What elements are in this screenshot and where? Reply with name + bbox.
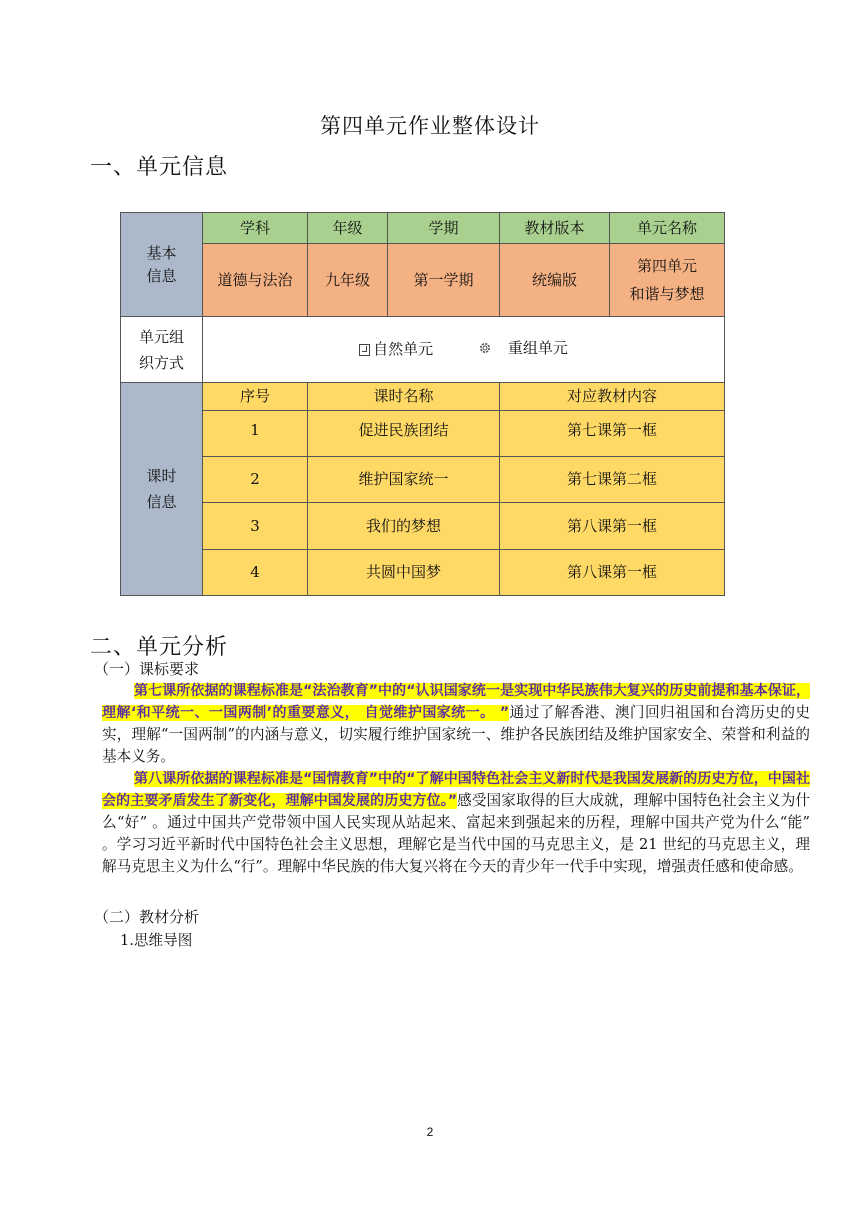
header-textbook-version: 教材版本 [500,213,610,244]
page-number: 2 [426,1125,434,1139]
gear-icon [478,341,492,355]
lesson-info-label: 课时 信息 [121,383,203,596]
lesson-number: 1 [203,411,308,457]
value-semester: 第一学期 [388,244,500,317]
org-method-options [203,317,725,383]
text-lesson8-rest: 感受国家取得的巨大成就，理解中国特色社会主义为什么“好” 。通过中国共产党带领中国人民实现从站起来、富起来到强起来的历程，理解中国共产党为什么“能” 。学习习近平新时代中国特色社会主义思想，理解它是当代中国的马克思主义，是 21 世纪的马克思主义，理解马克思主义为什么“行”。理解中华民族的伟大复兴将在今天的青少年一代手中实现，增强责任感和使命感。 [102,792,810,875]
header-subject: 学科 [203,213,308,244]
header-grade: 年级 [308,213,388,244]
paragraph-lesson7-standard [102,680,810,768]
table-row [121,550,725,596]
subheading-curriculum-standard: （一）课标要求 [94,660,200,678]
lesson-content: 第八课第一框 [500,550,725,596]
subheading-textbook-analysis: （二）教材分析 [94,908,200,926]
basic-info-label: 基本 信息 [121,213,203,317]
value-subject: 道德与法治 [203,244,308,317]
document-title: 第四单元作业整体设计 [320,114,540,138]
option-regrouped-unit[interactable] [478,337,568,360]
lesson-header-number: 序号 [203,383,308,411]
lesson-name: 我们的梦想 [308,503,500,550]
lesson-name: 维护国家统一 [308,457,500,503]
lesson-name: 共圆中国梦 [308,550,500,596]
option-regrouped-unit-label: 重组单元 [507,338,568,357]
option-natural-unit[interactable] [359,338,433,361]
lesson-name: 促进民族团结 [308,411,500,457]
lesson-number: 2 [203,457,308,503]
lesson-number: 4 [203,550,308,596]
value-textbook-version: 统编版 [500,244,610,317]
header-semester: 学期 [388,213,500,244]
item-mind-map: 1.思维导图 [120,932,193,949]
lesson-content: 第七课第二框 [500,457,725,503]
lesson-number: 3 [203,503,308,550]
header-unit-name: 单元名称 [610,213,725,244]
section-heading-unit-analysis: 二、单元分析 [90,635,229,660]
option-natural-unit-label: 自然单元 [373,339,434,358]
table-row [121,457,725,503]
section-heading-unit-info: 一、单元信息 [90,155,229,180]
checked-box-icon [359,344,370,356]
table-row [121,503,725,550]
org-method-label: 单元组 织方式 [121,317,203,383]
lesson-content: 第八课第一框 [500,503,725,550]
value-grade: 九年级 [308,244,388,317]
value-unit-name: 第四单元 和谐与梦想 [610,244,725,317]
unit-info-table [120,212,725,596]
highlight-lesson8: 第八课所依据的课程标准是“国情教育”中的“了解中国特色社会主义新时代是我国发展新的历史方位，中国社会的主要矛盾发生了新变化，理解中国发展的历史方位。” [102,771,810,809]
lesson-content: 第七课第一框 [500,411,725,457]
highlight-lesson7: 第七课所依据的课程标准是“法治教育”中的“认识国家统一是实现中华民族伟大复兴的历史前提和基本保证，理解‘和平统一、一国两制’的重要意义， 自觉维护国家统一。 ” [102,683,810,721]
paragraph-lesson8-standard [102,768,810,878]
text-lesson7-rest: 通过了解香港、澳门回归祖国和台湾历史的史实，理解“一国两制”的内涵与意义，切实履行维护国家统一、维护各民族团结及维护国家安全、荣誉和利益的基本义务。 [102,704,810,765]
table-row [121,411,725,457]
lesson-header-content: 对应教材内容 [500,383,725,411]
lesson-header-name: 课时名称 [308,383,500,411]
